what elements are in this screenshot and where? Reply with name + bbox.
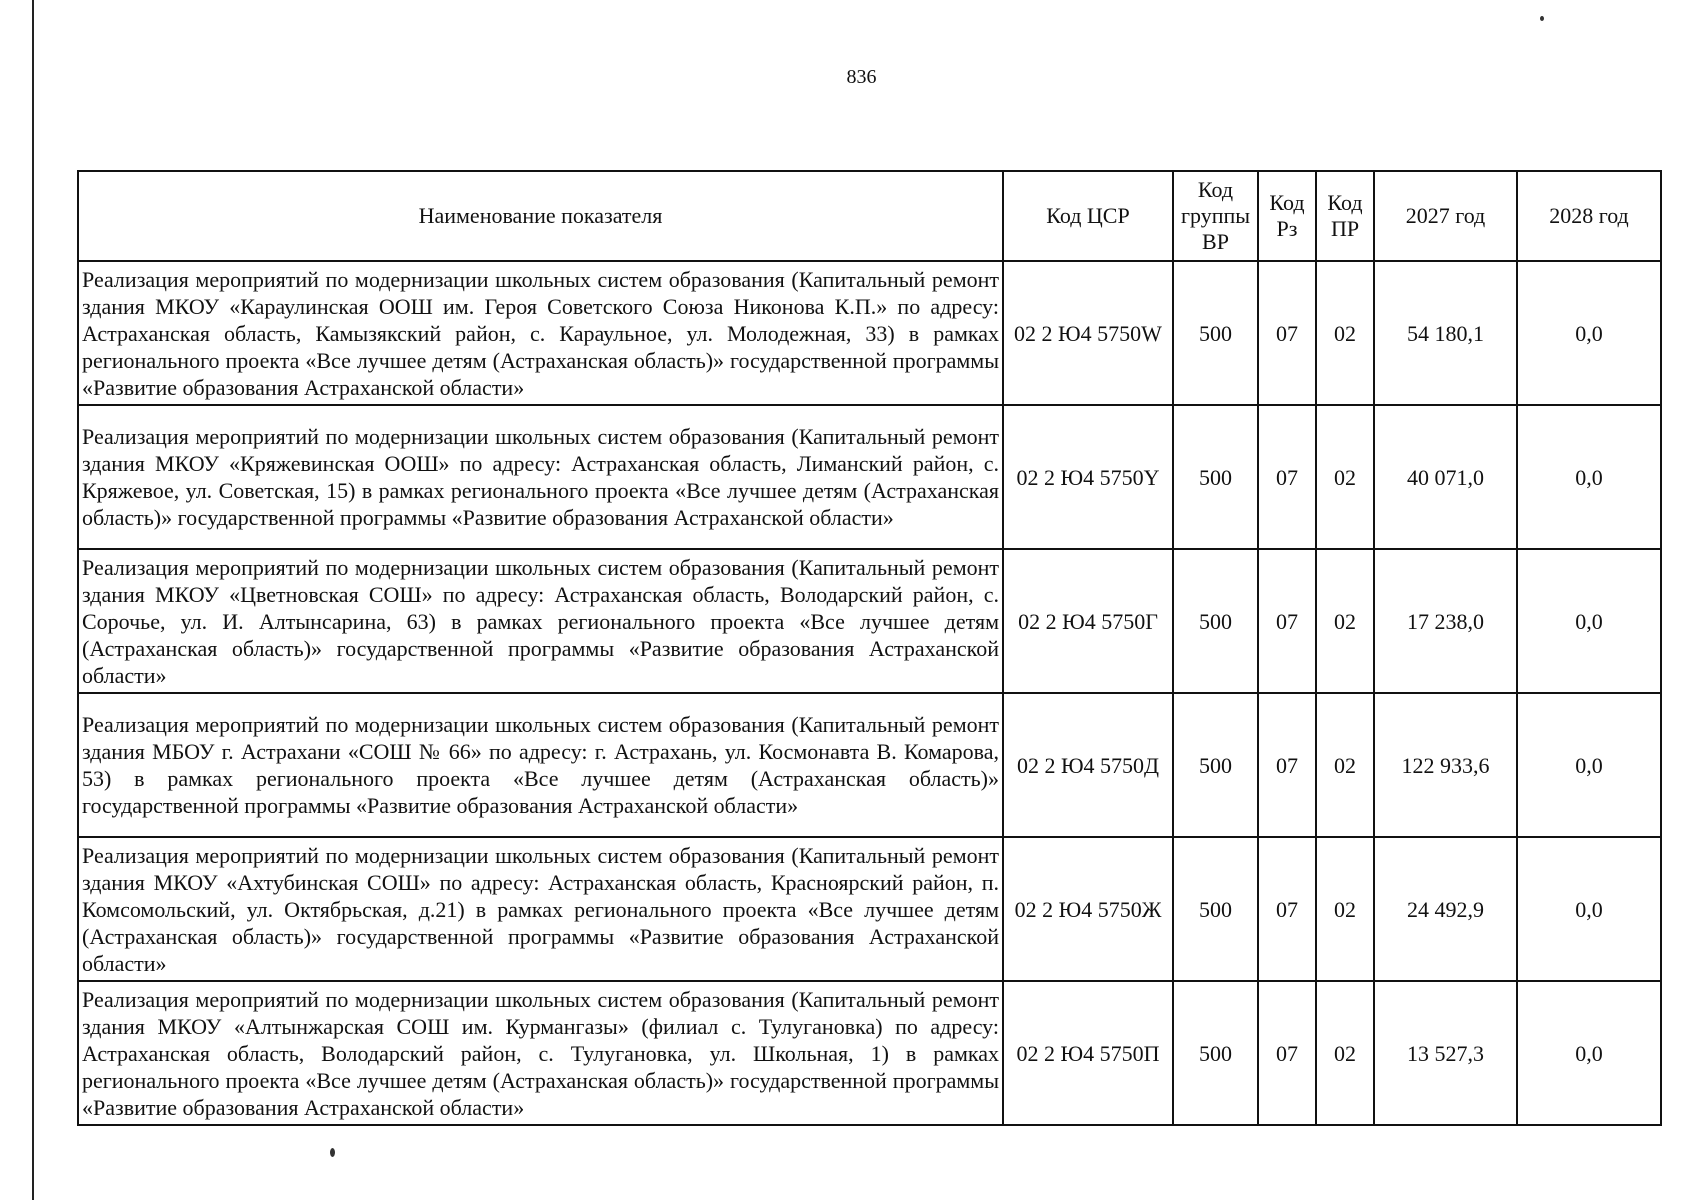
cell-name: Реализация мероприятий по модернизации школьных систем образования (Капитальный ремонт здания МКОУ «Караулинская ООШ им. Героя Советского Союза Никонова К.П.» по адресу: Астраханская область, Камызякский район, с. Караульное, ул. Молодежная, 33) в рамках регионального проекта «Все лучшее детям (Астраханская область)» государственной программы «Развитие образования Астраханской области» (78, 261, 1003, 405)
cell-csr-code: 02 2 Ю4 5750Г (1003, 549, 1173, 693)
table-row (78, 261, 1661, 405)
cell-rz-code: 07 (1258, 261, 1316, 405)
cell-vr-code: 500 (1173, 549, 1258, 693)
cell-csr-code: 02 2 Ю4 5750Ж (1003, 837, 1173, 981)
cell-amount-2027: 24 492,9 (1374, 837, 1517, 981)
header-vr-group-code: Код группы ВР (1173, 171, 1258, 261)
cell-pr-code: 02 (1316, 405, 1374, 549)
cell-pr-code: 02 (1316, 981, 1374, 1125)
cell-amount-2028: 0,0 (1517, 693, 1661, 837)
cell-pr-code: 02 (1316, 837, 1374, 981)
cell-amount-2027: 54 180,1 (1374, 261, 1517, 405)
cell-amount-2028: 0,0 (1517, 837, 1661, 981)
page-number: 836 (846, 66, 877, 88)
header-pr-code: Код ПР (1316, 171, 1374, 261)
scan-speck (330, 1148, 335, 1157)
cell-vr-code: 500 (1173, 693, 1258, 837)
cell-name: Реализация мероприятий по модернизации школьных систем образования (Капитальный ремонт здания МКОУ «Цветновская СОШ» по адресу: Астраханская область, Володарский район, с. Сорочье, ул. И. Алтынсарина, 63) в рамках регионального проекта «Все лучшее детям (Астраханская область)» государственной программы «Развитие образования Астраханской области» (78, 549, 1003, 693)
cell-vr-code: 500 (1173, 405, 1258, 549)
cell-vr-code: 500 (1173, 837, 1258, 981)
cell-name: Реализация мероприятий по модернизации школьных систем образования (Капитальный ремонт здания МКОУ «Ахтубинская СОШ» по адресу: Астраханская область, Красноярский район, п. Комсомольский, ул. Октябрьская, д.21) в рамках регионального проекта «Все лучшее детям (Астраханская область)» государственной программы «Развитие образования Астраханской области» (78, 837, 1003, 981)
header-year-2028: 2028 год (1517, 171, 1661, 261)
header-csr-code: Код ЦСР (1003, 171, 1173, 261)
cell-amount-2028: 0,0 (1517, 261, 1661, 405)
cell-rz-code: 07 (1258, 549, 1316, 693)
cell-pr-code: 02 (1316, 261, 1374, 405)
budget-table (77, 170, 1662, 1126)
table-row (78, 405, 1661, 549)
cell-rz-code: 07 (1258, 693, 1316, 837)
table-row (78, 693, 1661, 837)
cell-amount-2028: 0,0 (1517, 549, 1661, 693)
table-row (78, 981, 1661, 1125)
cell-vr-code: 500 (1173, 261, 1258, 405)
cell-csr-code: 02 2 Ю4 5750W (1003, 261, 1173, 405)
cell-csr-code: 02 2 Ю4 5750П (1003, 981, 1173, 1125)
cell-name: Реализация мероприятий по модернизации школьных систем образования (Капитальный ремонт здания МКОУ «Кряжевинская ООШ» по адресу: Астраханская область, Лиманский район, с. Кряжевое, ул. Советская, 15) в рамках регионального проекта «Все лучшее детям (Астраханская область)» государственной программы «Развитие образования Астраханской области» (78, 405, 1003, 549)
cell-csr-code: 02 2 Ю4 5750Y (1003, 405, 1173, 549)
binding-margin-line (32, 0, 34, 1200)
cell-rz-code: 07 (1258, 405, 1316, 549)
header-rz-code: Код Рз (1258, 171, 1316, 261)
table-header-row (78, 171, 1661, 261)
cell-amount-2028: 0,0 (1517, 981, 1661, 1125)
cell-amount-2027: 17 238,0 (1374, 549, 1517, 693)
cell-name: Реализация мероприятий по модернизации школьных систем образования (Капитальный ремонт здания МБОУ г. Астрахани «СОШ № 66» по адресу: г. Астрахань, ул. Космонавта В. Комарова, 53) в рамках регионального проекта «Все лучшее детям (Астраханская область)» государственной программы «Развитие образования Астраханской области» (78, 693, 1003, 837)
cell-name: Реализация мероприятий по модернизации школьных систем образования (Капитальный ремонт здания МКОУ «Алтынжарская СОШ им. Курмангазы» (филиал с. Тулугановка) по адресу: Астраханская область, Володарский район, с. Тулугановка, ул. Школьная, 1) в рамках регионального проекта «Все лучшее детям (Астраханская область)» государственной программы «Развитие образования Астраханской области» (78, 981, 1003, 1125)
cell-amount-2027: 13 527,3 (1374, 981, 1517, 1125)
header-year-2027: 2027 год (1374, 171, 1517, 261)
cell-amount-2027: 122 933,6 (1374, 693, 1517, 837)
cell-pr-code: 02 (1316, 549, 1374, 693)
cell-rz-code: 07 (1258, 837, 1316, 981)
table-row (78, 837, 1661, 981)
cell-rz-code: 07 (1258, 981, 1316, 1125)
header-name: Наименование показателя (78, 171, 1003, 261)
cell-amount-2027: 40 071,0 (1374, 405, 1517, 549)
table-row (78, 549, 1661, 693)
scan-speck (1540, 16, 1544, 21)
cell-csr-code: 02 2 Ю4 5750Д (1003, 693, 1173, 837)
cell-amount-2028: 0,0 (1517, 405, 1661, 549)
cell-vr-code: 500 (1173, 981, 1258, 1125)
cell-pr-code: 02 (1316, 693, 1374, 837)
